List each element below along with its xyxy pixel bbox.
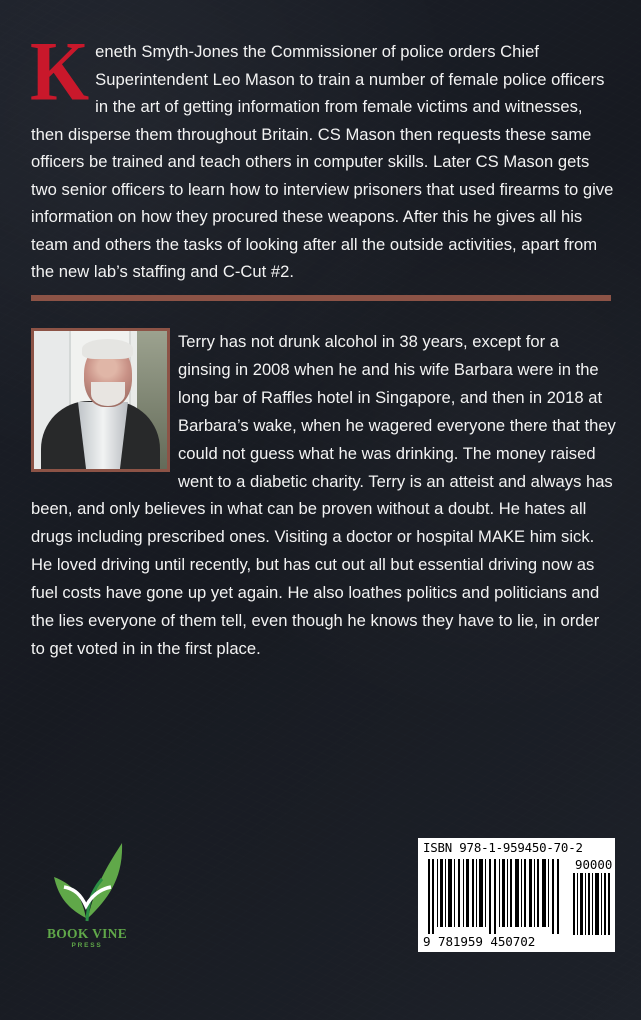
ean-digits: 9 781959 450702: [423, 934, 536, 949]
white-beard: [91, 382, 125, 406]
back-cover-blurb: [30, 24, 616, 286]
isbn-number: ISBN 978-1-959450-70-2: [423, 840, 583, 855]
price-addon-barcode-bars: [573, 873, 610, 935]
publisher-name: BOOK VINE: [46, 926, 128, 941]
publisher-logo: [37, 842, 137, 958]
white-hair: [82, 339, 133, 359]
drop-cap-letter: K: [30, 24, 90, 119]
isbn-barcode: [418, 838, 615, 952]
white-shirt: [78, 402, 128, 472]
author-photo: [31, 328, 170, 472]
author-bio-text: Terry has not drunk alcohol in 38 years, except for a ginsing in 2008 when he and his wife Barbara were in the long bar of Raffles hotel in Singapore, and then in 2018 at Barbara’s wake, when he wagered everyone there that they could not guess what he was drinking. The money raised went to a diabetic charity. Terry is an atteist and always has been, and only believes in what can be proven without a doubt. He hates all drugs including prescribed ones. Visiting a doctor or hospital MAKE him sick. He loved driving until recently, but has cut out all but essential driving now as fuel costs have gone up yet again. He also loathes politics and politicians and the lies everyone of them tell, even though he knows they have to lie, in order to get voted in in the first place.: [31, 332, 616, 658]
book-vine-leaf-logo-icon: [50, 842, 124, 924]
price-code: 90000: [575, 857, 613, 872]
publisher-subtitle: PRESS: [71, 942, 103, 949]
author-bio: [31, 328, 616, 663]
section-divider: [31, 295, 611, 301]
right-leaf-icon: [88, 843, 122, 918]
blurb-text: eneth Smyth-Jones the Commissioner of police orders Chief Superintendent Leo Mason to train a number of female police officers in the art of getting information from female victims and witnesses, then disperse them throughout Britain. CS Mason then requests these same officers be trained and teach others in computer skills. Later CS Mason gets two senior officers to learn how to interview prisoners that used firearms to give information on how they procured these weapons. After this he gives all his team and others the tasks of looking after all the outside activities, apart from the new lab’s staffing and C-Cut #2.: [31, 42, 614, 281]
ean-barcode-bars: [428, 859, 562, 934]
